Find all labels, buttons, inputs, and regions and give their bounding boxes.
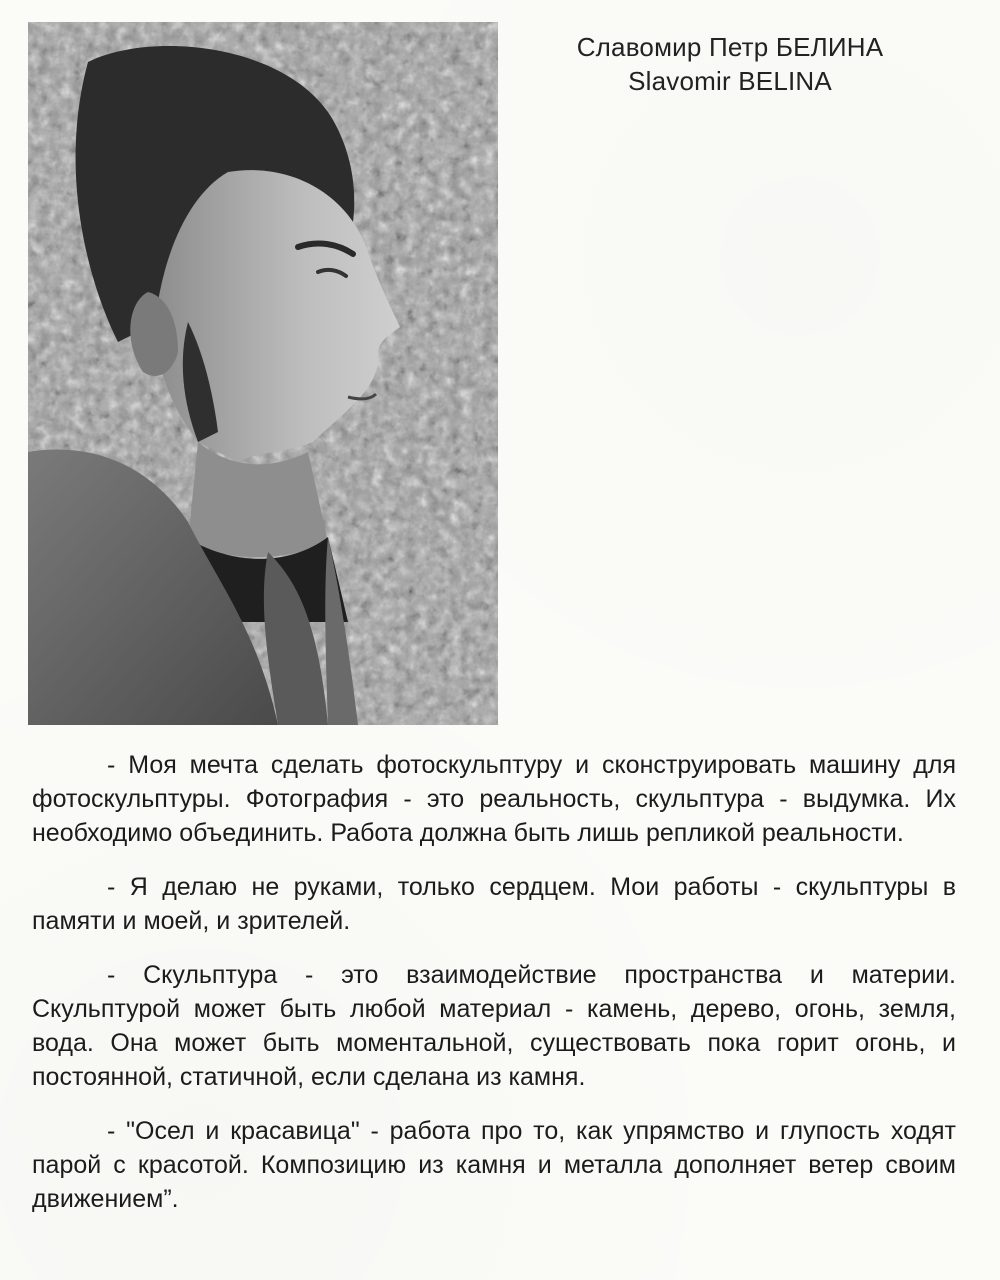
- paragraph-4: - "Осел и красавица" - работа про то, как упрямство и глупость ходят парой с красотой. Композицию из камня и металла дополняет ветер своим движением”.: [32, 1117, 956, 1213]
- paragraph-2: - Я делаю не руками, только сердцем. Мои работы - скульптуры в памяти и моей, и зрителей.: [32, 873, 956, 935]
- author-name-russian: Славомир Петр БЕЛИНА: [576, 32, 884, 62]
- paragraph-1: - Моя мечта сделать фотоскульптуру и сконструировать машину для фотоскульптуры. Фотография - это реальность, скульптура - выдумка. Их необходимо объединить. Работа должна быть лишь репликой реальности.: [32, 751, 956, 847]
- portrait-photo: [28, 22, 498, 725]
- portrait-photo-icon: [28, 22, 498, 725]
- paragraph-3: - Скульптура - это взаимодействие пространства и материи. Скульптурой может быть любой материал - камень, дерево, огонь, земля, вода. Она может быть моментальной, существовать пока горит огонь, и постоянной, статичной, если сделана из камня.: [32, 961, 956, 1091]
- author-name-english: Slavomir BELINA: [628, 66, 832, 96]
- quote-text-block: [32, 748, 956, 1236]
- author-name-block: [520, 30, 940, 98]
